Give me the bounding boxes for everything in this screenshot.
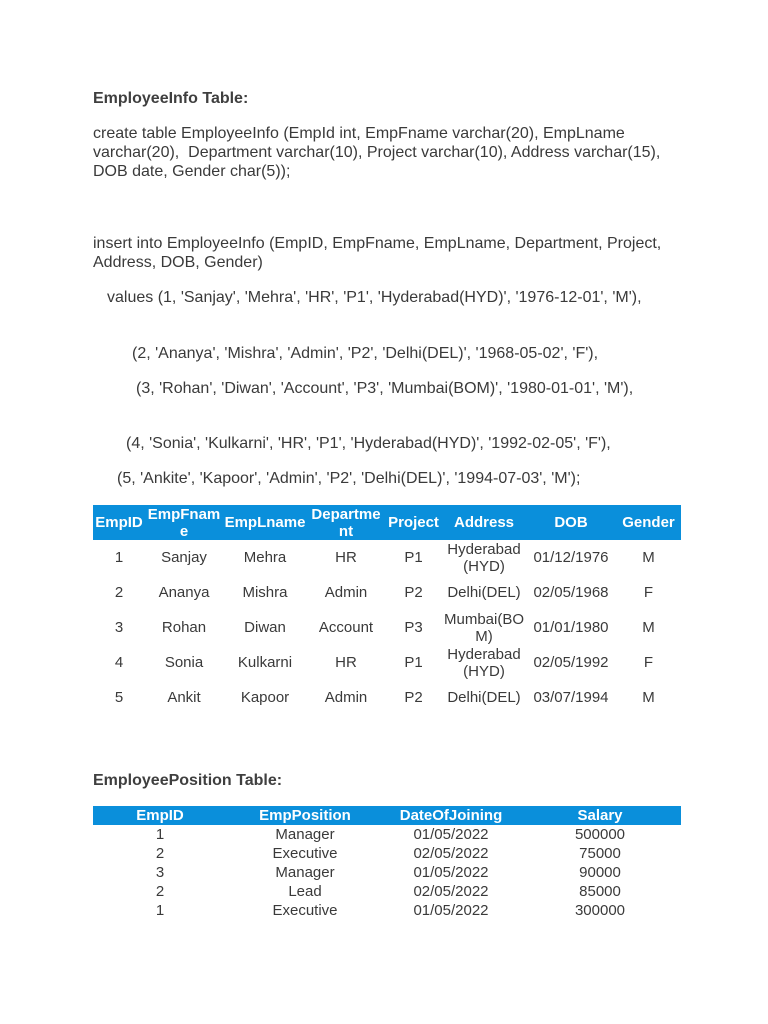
table-cell: 3 xyxy=(155,864,165,881)
employee-position-table xyxy=(93,806,681,920)
employee-info-heading: EmployeeInfo Table: xyxy=(93,90,249,107)
table-cell: Delhi(DEL) xyxy=(447,584,521,601)
table-cell: 02/05/2022 xyxy=(413,845,489,862)
table-cell: F xyxy=(643,584,654,601)
column-header: EmpID xyxy=(93,505,145,540)
table-cell: P1 xyxy=(404,654,423,671)
table-cell: 2 xyxy=(155,883,165,900)
column-header: Address xyxy=(442,505,526,540)
table-cell: 01/05/2022 xyxy=(413,902,489,919)
table-row xyxy=(93,575,681,610)
column-header: Department xyxy=(307,505,385,540)
table-cell: Lead xyxy=(288,883,322,900)
table-cell: M xyxy=(642,549,655,566)
table-cell: Executive xyxy=(272,845,338,862)
table-cell: Admin xyxy=(324,689,368,706)
values-line: (2, 'Ananya', 'Mishra', 'Admin', 'P2', 'Delhi(DEL)', '1968-05-02', 'F'), xyxy=(132,345,599,362)
column-header: Gender xyxy=(616,505,681,540)
table-cell: 1 xyxy=(155,826,165,843)
table-cell: P2 xyxy=(404,584,423,601)
column-header: EmpID xyxy=(93,806,227,825)
table-cell: Manager xyxy=(275,826,335,843)
table-row xyxy=(93,901,681,920)
table-row xyxy=(93,882,681,901)
table-cell: Mehra xyxy=(243,549,287,566)
table-cell: F xyxy=(643,654,654,671)
table-cell: Kulkarni xyxy=(237,654,293,671)
column-header: Project xyxy=(385,505,442,540)
table-cell: Diwan xyxy=(244,619,286,636)
table-cell: 1 xyxy=(155,902,165,919)
values-line: (3, 'Rohan', 'Diwan', 'Account', 'P3', 'Mumbai(BOM)', '1980-01-01', 'M'), xyxy=(136,380,634,397)
values-line: (4, 'Sonia', 'Kulkarni', 'HR', 'P1', 'Hyderabad(HYD)', '1992-02-05', 'F'), xyxy=(126,435,611,452)
table-cell: 02/05/1968 xyxy=(533,584,609,601)
table-cell: 2 xyxy=(114,584,124,601)
table-cell: 85000 xyxy=(579,883,621,900)
table-cell: Sonia xyxy=(164,654,204,671)
table-cell: 300000 xyxy=(574,902,626,919)
table-cell: 3 xyxy=(114,619,124,636)
table-cell: M xyxy=(642,619,655,636)
table-cell: Admin xyxy=(324,584,368,601)
table-cell: P1 xyxy=(404,549,423,566)
table-cell: 4 xyxy=(114,654,124,671)
table-cell: Sanjay xyxy=(161,549,207,566)
employee-info-table xyxy=(93,505,681,715)
table-cell: Mishra xyxy=(242,584,288,601)
table-row xyxy=(93,844,681,863)
table-row xyxy=(93,680,681,715)
table-header-row xyxy=(93,806,681,825)
table-row xyxy=(93,540,681,575)
table-cell: Mumbai(BOM) xyxy=(443,610,525,645)
table-cell: 01/05/2022 xyxy=(413,826,489,843)
table-cell: 5 xyxy=(114,689,124,706)
table-cell: Rohan xyxy=(161,619,207,636)
table-cell: 500000 xyxy=(574,826,626,843)
column-header: EmpFname xyxy=(145,505,223,540)
table-row xyxy=(93,645,681,680)
table-cell: Hyderabad(HYD) xyxy=(447,645,521,680)
values-line: (5, 'Ankite', 'Kapoor', 'Admin', 'P2', 'Delhi(DEL)', '1994-07-03', 'M'); xyxy=(117,470,581,487)
values-line: values (1, 'Sanjay', 'Mehra', 'HR', 'P1', 'Hyderabad(HYD)', '1976-12-01', 'M'), xyxy=(107,289,642,306)
table-row xyxy=(93,825,681,844)
column-header: DateOfJoining xyxy=(383,806,519,825)
table-header-row xyxy=(93,505,681,540)
table-cell: P2 xyxy=(404,689,423,706)
column-header: DOB xyxy=(526,505,616,540)
table-cell: 2 xyxy=(155,845,165,862)
table-cell: 01/05/2022 xyxy=(413,864,489,881)
create-table-statement: create table EmployeeInfo (EmpId int, EmpFname varchar(20), EmpLname varchar(20), Department varchar(10), Project varchar(10), Address varchar(15), DOB date, Gender char(5)); xyxy=(93,125,665,180)
table-row xyxy=(93,610,681,645)
insert-statement: insert into EmployeeInfo (EmpID, EmpFname, EmpLname, Department, Project, Address, DOB, Gender) xyxy=(93,235,665,271)
table-cell: Executive xyxy=(272,902,338,919)
table-cell: Manager xyxy=(275,864,335,881)
table-cell: 01/01/1980 xyxy=(533,619,609,636)
table-cell: Ankit xyxy=(167,689,201,706)
table-cell: Account xyxy=(318,619,374,636)
table-cell: Kapoor xyxy=(240,689,290,706)
table-cell: HR xyxy=(335,549,357,566)
table-cell: HR xyxy=(335,654,357,671)
column-header: EmpLname xyxy=(223,505,307,540)
table-cell: 03/07/1994 xyxy=(533,689,609,706)
table-cell: 1 xyxy=(114,549,124,566)
table-cell: 75000 xyxy=(579,845,621,862)
table-cell: 02/05/1992 xyxy=(533,654,609,671)
table-cell: Hyderabad(HYD) xyxy=(447,540,521,575)
table-cell: M xyxy=(642,689,655,706)
table-cell: 90000 xyxy=(579,864,621,881)
employee-position-heading: EmployeePosition Table: xyxy=(93,772,283,789)
column-header: EmpPosition xyxy=(227,806,383,825)
column-header: Salary xyxy=(519,806,681,825)
table-cell: 01/12/1976 xyxy=(533,549,609,566)
table-cell: P3 xyxy=(404,619,423,636)
table-cell: 02/05/2022 xyxy=(413,883,489,900)
table-cell: Delhi(DEL) xyxy=(447,689,521,706)
table-cell: Ananya xyxy=(158,584,210,601)
table-row xyxy=(93,863,681,882)
